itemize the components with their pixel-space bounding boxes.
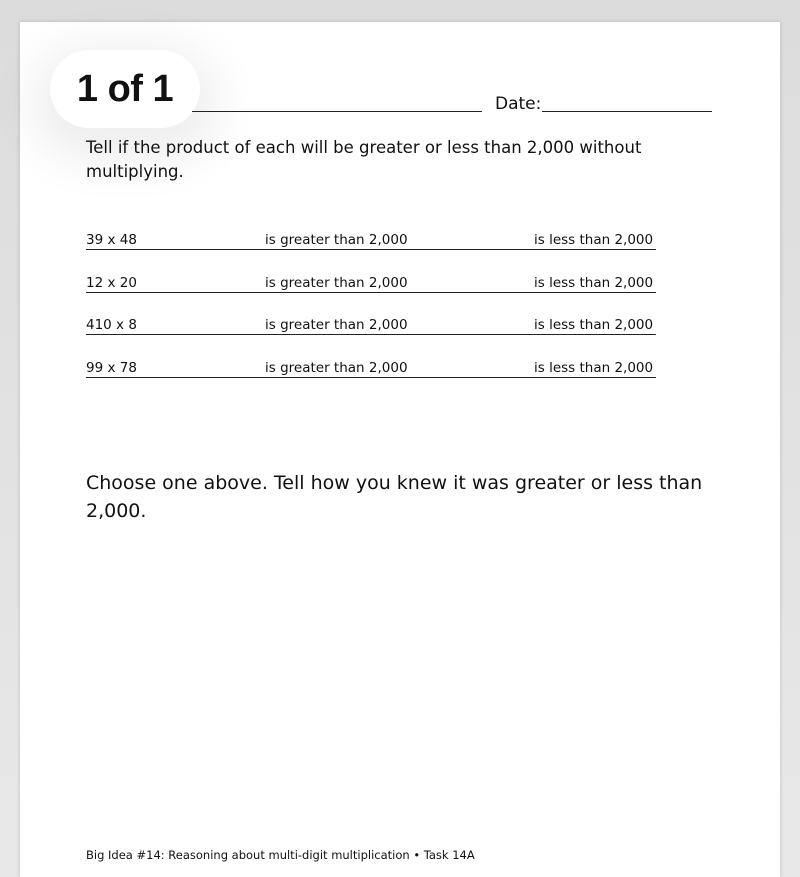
- row-underline: [86, 249, 656, 250]
- problem-row: [86, 230, 656, 273]
- name-blank-line[interactable]: [192, 111, 482, 112]
- problem-list: [86, 230, 656, 400]
- date-label: Date:: [495, 94, 542, 114]
- problem-row: [86, 315, 656, 358]
- row-underline: [86, 292, 656, 293]
- instructions-text: Tell if the product of each will be greater or less than 2,000 without multiplying.: [86, 138, 642, 181]
- problem-expression: 39 x 48: [86, 232, 137, 248]
- problem-expression: 12 x 20: [86, 274, 137, 291]
- problem-row: [86, 358, 656, 401]
- less-choice[interactable]: is less than 2,000: [534, 274, 654, 291]
- row-underline: [86, 334, 656, 335]
- problem-expression: 99 x 78: [86, 359, 137, 376]
- less-choice[interactable]: is less than 2,000: [534, 232, 654, 248]
- date-blank-line[interactable]: [542, 111, 712, 112]
- page-counter-badge: [50, 50, 200, 128]
- page-counter-label: 1 of 1: [76, 67, 174, 110]
- problem-row: [86, 273, 656, 316]
- greater-choice[interactable]: is greater than 2,000: [265, 359, 408, 376]
- greater-choice[interactable]: is greater than 2,000: [265, 317, 408, 333]
- explanation-prompt: Choose one above. Tell how you knew it was greater or less than 2,000.: [86, 472, 703, 522]
- greater-choice[interactable]: is greater than 2,000: [265, 274, 408, 291]
- greater-choice[interactable]: is greater than 2,000: [265, 232, 408, 248]
- problem-expression: 410 x 8: [86, 317, 137, 333]
- row-underline: [86, 377, 656, 378]
- worksheet-page: [20, 22, 780, 877]
- less-choice[interactable]: is less than 2,000: [534, 317, 654, 333]
- less-choice[interactable]: is less than 2,000: [534, 359, 654, 376]
- page-footer: Big Idea #14: Reasoning about multi-digit multiplication • Task 14A: [86, 848, 475, 862]
